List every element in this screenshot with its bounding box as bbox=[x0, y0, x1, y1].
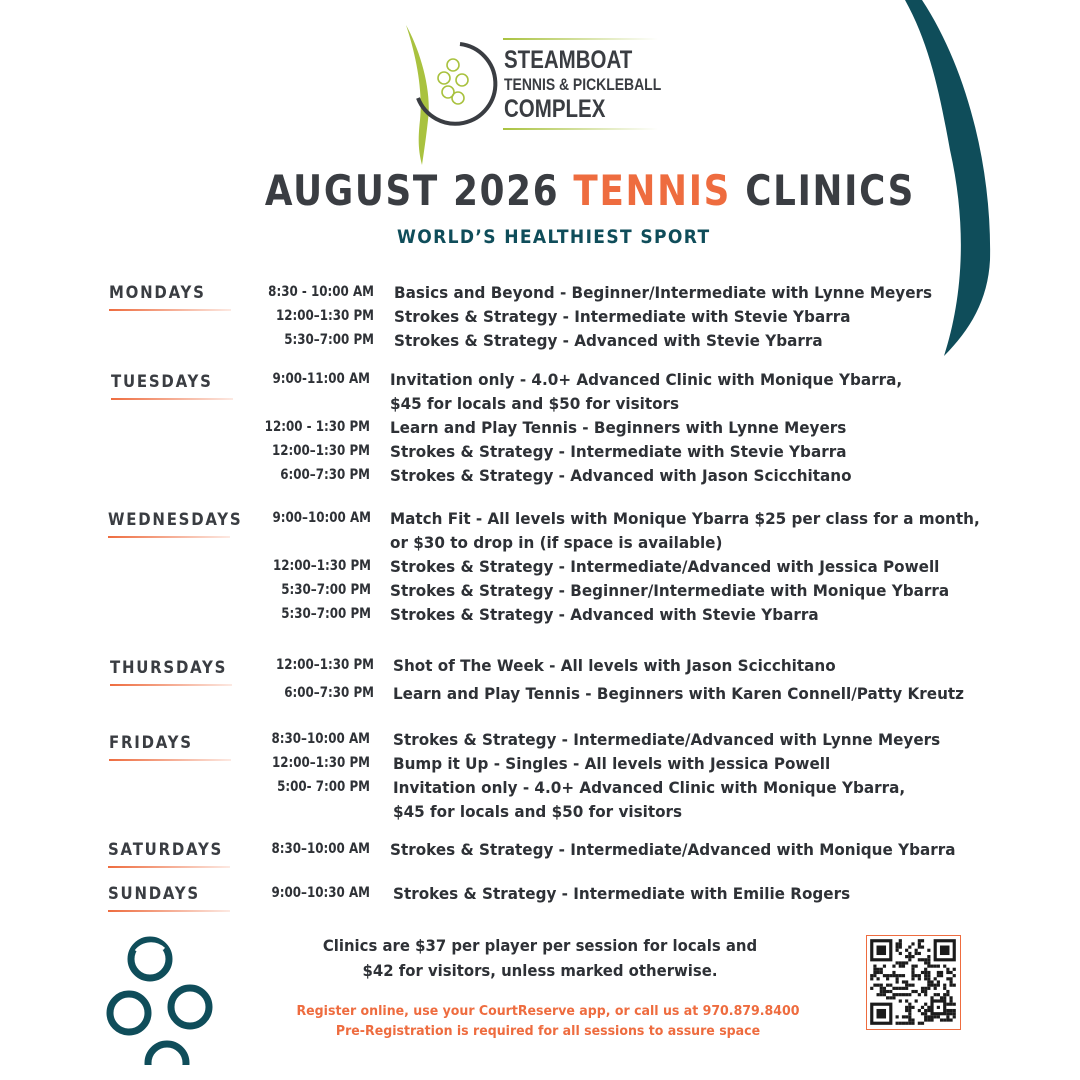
brand-line-1: STEAMBOAT bbox=[504, 46, 633, 74]
session-time: 6:00–7:30 PM bbox=[280, 467, 370, 483]
session-time: 5:30–7:00 PM bbox=[284, 332, 374, 348]
title-part-1: AUGUST 2026 bbox=[264, 166, 560, 215]
session-description: or $30 to drop in (if space is available) bbox=[390, 533, 723, 552]
day-underline bbox=[108, 866, 230, 868]
session-description: Strokes & Strategy - Intermediate with Emilie Rogers bbox=[393, 884, 851, 903]
session-description: Invitation only - 4.0+ Advanced Clinic with Monique Ybarra, bbox=[393, 778, 906, 797]
session-description: $45 for locals and $50 for visitors bbox=[393, 802, 683, 821]
day-underline bbox=[108, 910, 230, 912]
session-description: Strokes & Strategy - Intermediate/Advanced with Monique Ybarra bbox=[390, 840, 956, 859]
day-heading-tuesdays: TUESDAYS bbox=[111, 372, 213, 392]
day-heading-wednesdays: WEDNESDAYS bbox=[108, 510, 243, 530]
session-description: Strokes & Strategy - Advanced with Stevie Ybarra bbox=[394, 331, 823, 350]
session-description: Learn and Play Tennis - Beginners with Karen Connell/Patty Kreutz bbox=[393, 684, 965, 703]
session-description: Learn and Play Tennis - Beginners with Lynne Meyers bbox=[390, 418, 847, 437]
session-description: Strokes & Strategy - Intermediate with Stevie Ybarra bbox=[394, 307, 851, 326]
session-time: 12:00–1:30 PM bbox=[272, 558, 371, 574]
session-time: 9:00-11:00 AM bbox=[272, 371, 370, 387]
session-time: 8:30–10:00 AM bbox=[271, 731, 370, 747]
session-description: Match Fit - All levels with Monique Ybarra $25 per class for a month, bbox=[390, 509, 980, 528]
day-heading-sundays: SUNDAYS bbox=[108, 884, 200, 904]
qr-code-pattern bbox=[867, 936, 959, 1028]
day-underline bbox=[111, 398, 233, 400]
session-description: $45 for locals and $50 for visitors bbox=[390, 394, 680, 413]
title-part-2: CLINICS bbox=[745, 166, 916, 215]
brand-line-2: TENNIS & PICKLEBALL bbox=[504, 75, 662, 94]
session-time: 9:00–10:30 AM bbox=[271, 885, 370, 901]
session-time: 8:30 - 10:00 AM bbox=[268, 284, 374, 300]
session-time: 5:30–7:00 PM bbox=[281, 582, 371, 598]
session-time: 12:00 - 1:30 PM bbox=[264, 419, 370, 435]
day-heading-saturdays: SATURDAYS bbox=[108, 840, 224, 860]
day-underline bbox=[109, 759, 231, 761]
title-accent: TENNIS bbox=[573, 166, 732, 215]
session-time: 12:00–1:30 PM bbox=[275, 308, 374, 324]
session-time: 12:00–1:30 PM bbox=[271, 755, 370, 771]
session-time: 12:00–1:30 PM bbox=[275, 657, 374, 673]
tennis-balls-decoration-icon bbox=[100, 935, 220, 1065]
day-heading-mondays: MONDAYS bbox=[109, 283, 206, 303]
session-description: Strokes & Strategy - Advanced with Jason Scicchitano bbox=[390, 466, 852, 485]
session-time: 9:00–10:00 AM bbox=[272, 510, 371, 526]
session-time: 12:00–1:30 PM bbox=[271, 443, 370, 459]
session-description: Strokes & Strategy - Beginner/Intermediate with Monique Ybarra bbox=[390, 581, 950, 600]
session-description: Shot of The Week - All levels with Jason Scicchitano bbox=[393, 656, 836, 675]
session-description: Invitation only - 4.0+ Advanced Clinic with Monique Ybarra, bbox=[390, 370, 903, 389]
qr-code-icon[interactable] bbox=[866, 935, 961, 1030]
day-heading-fridays: FRIDAYS bbox=[109, 733, 193, 753]
session-time: 5:30–7:00 PM bbox=[281, 606, 371, 622]
price-line-2: $42 for visitors, unless marked otherwise. bbox=[362, 961, 718, 980]
session-description: Strokes & Strategy - Intermediate/Advanced with Lynne Meyers bbox=[393, 730, 941, 749]
session-time: 8:30–10:00 AM bbox=[271, 841, 370, 857]
day-heading-thursdays: THURSDAYS bbox=[110, 658, 228, 678]
session-description: Strokes & Strategy - Intermediate with Stevie Ybarra bbox=[390, 442, 847, 461]
session-description: Strokes & Strategy - Intermediate/Advanced with Jessica Powell bbox=[390, 557, 940, 576]
brand-line-3: COMPLEX bbox=[504, 95, 606, 123]
page-title bbox=[89, 166, 1080, 215]
register-line-1: Register online, use your CourtReserve app, or call us at 970.879.8400 bbox=[296, 1003, 800, 1019]
session-description: Strokes & Strategy - Advanced with Stevie Ybarra bbox=[390, 605, 819, 624]
register-line-2: Pre-Registration is required for all sessions to assure space bbox=[335, 1023, 761, 1039]
session-time: 6:00–7:30 PM bbox=[284, 685, 374, 701]
price-line-1: Clinics are $37 per player per session for locals and bbox=[322, 936, 758, 955]
day-underline bbox=[109, 309, 231, 311]
logo-bottom-line bbox=[503, 128, 658, 130]
session-description: Bump it Up - Singles - All levels with Jessica Powell bbox=[393, 754, 831, 773]
session-time: 5:00- 7:00 PM bbox=[277, 779, 370, 795]
logo-top-line bbox=[503, 38, 658, 40]
page-subtitle: WORLD’S HEALTHIEST SPORT bbox=[397, 226, 711, 248]
day-underline bbox=[110, 684, 232, 686]
day-underline bbox=[108, 536, 230, 538]
session-description: Basics and Beyond - Beginner/Intermediate with Lynne Meyers bbox=[394, 283, 933, 302]
